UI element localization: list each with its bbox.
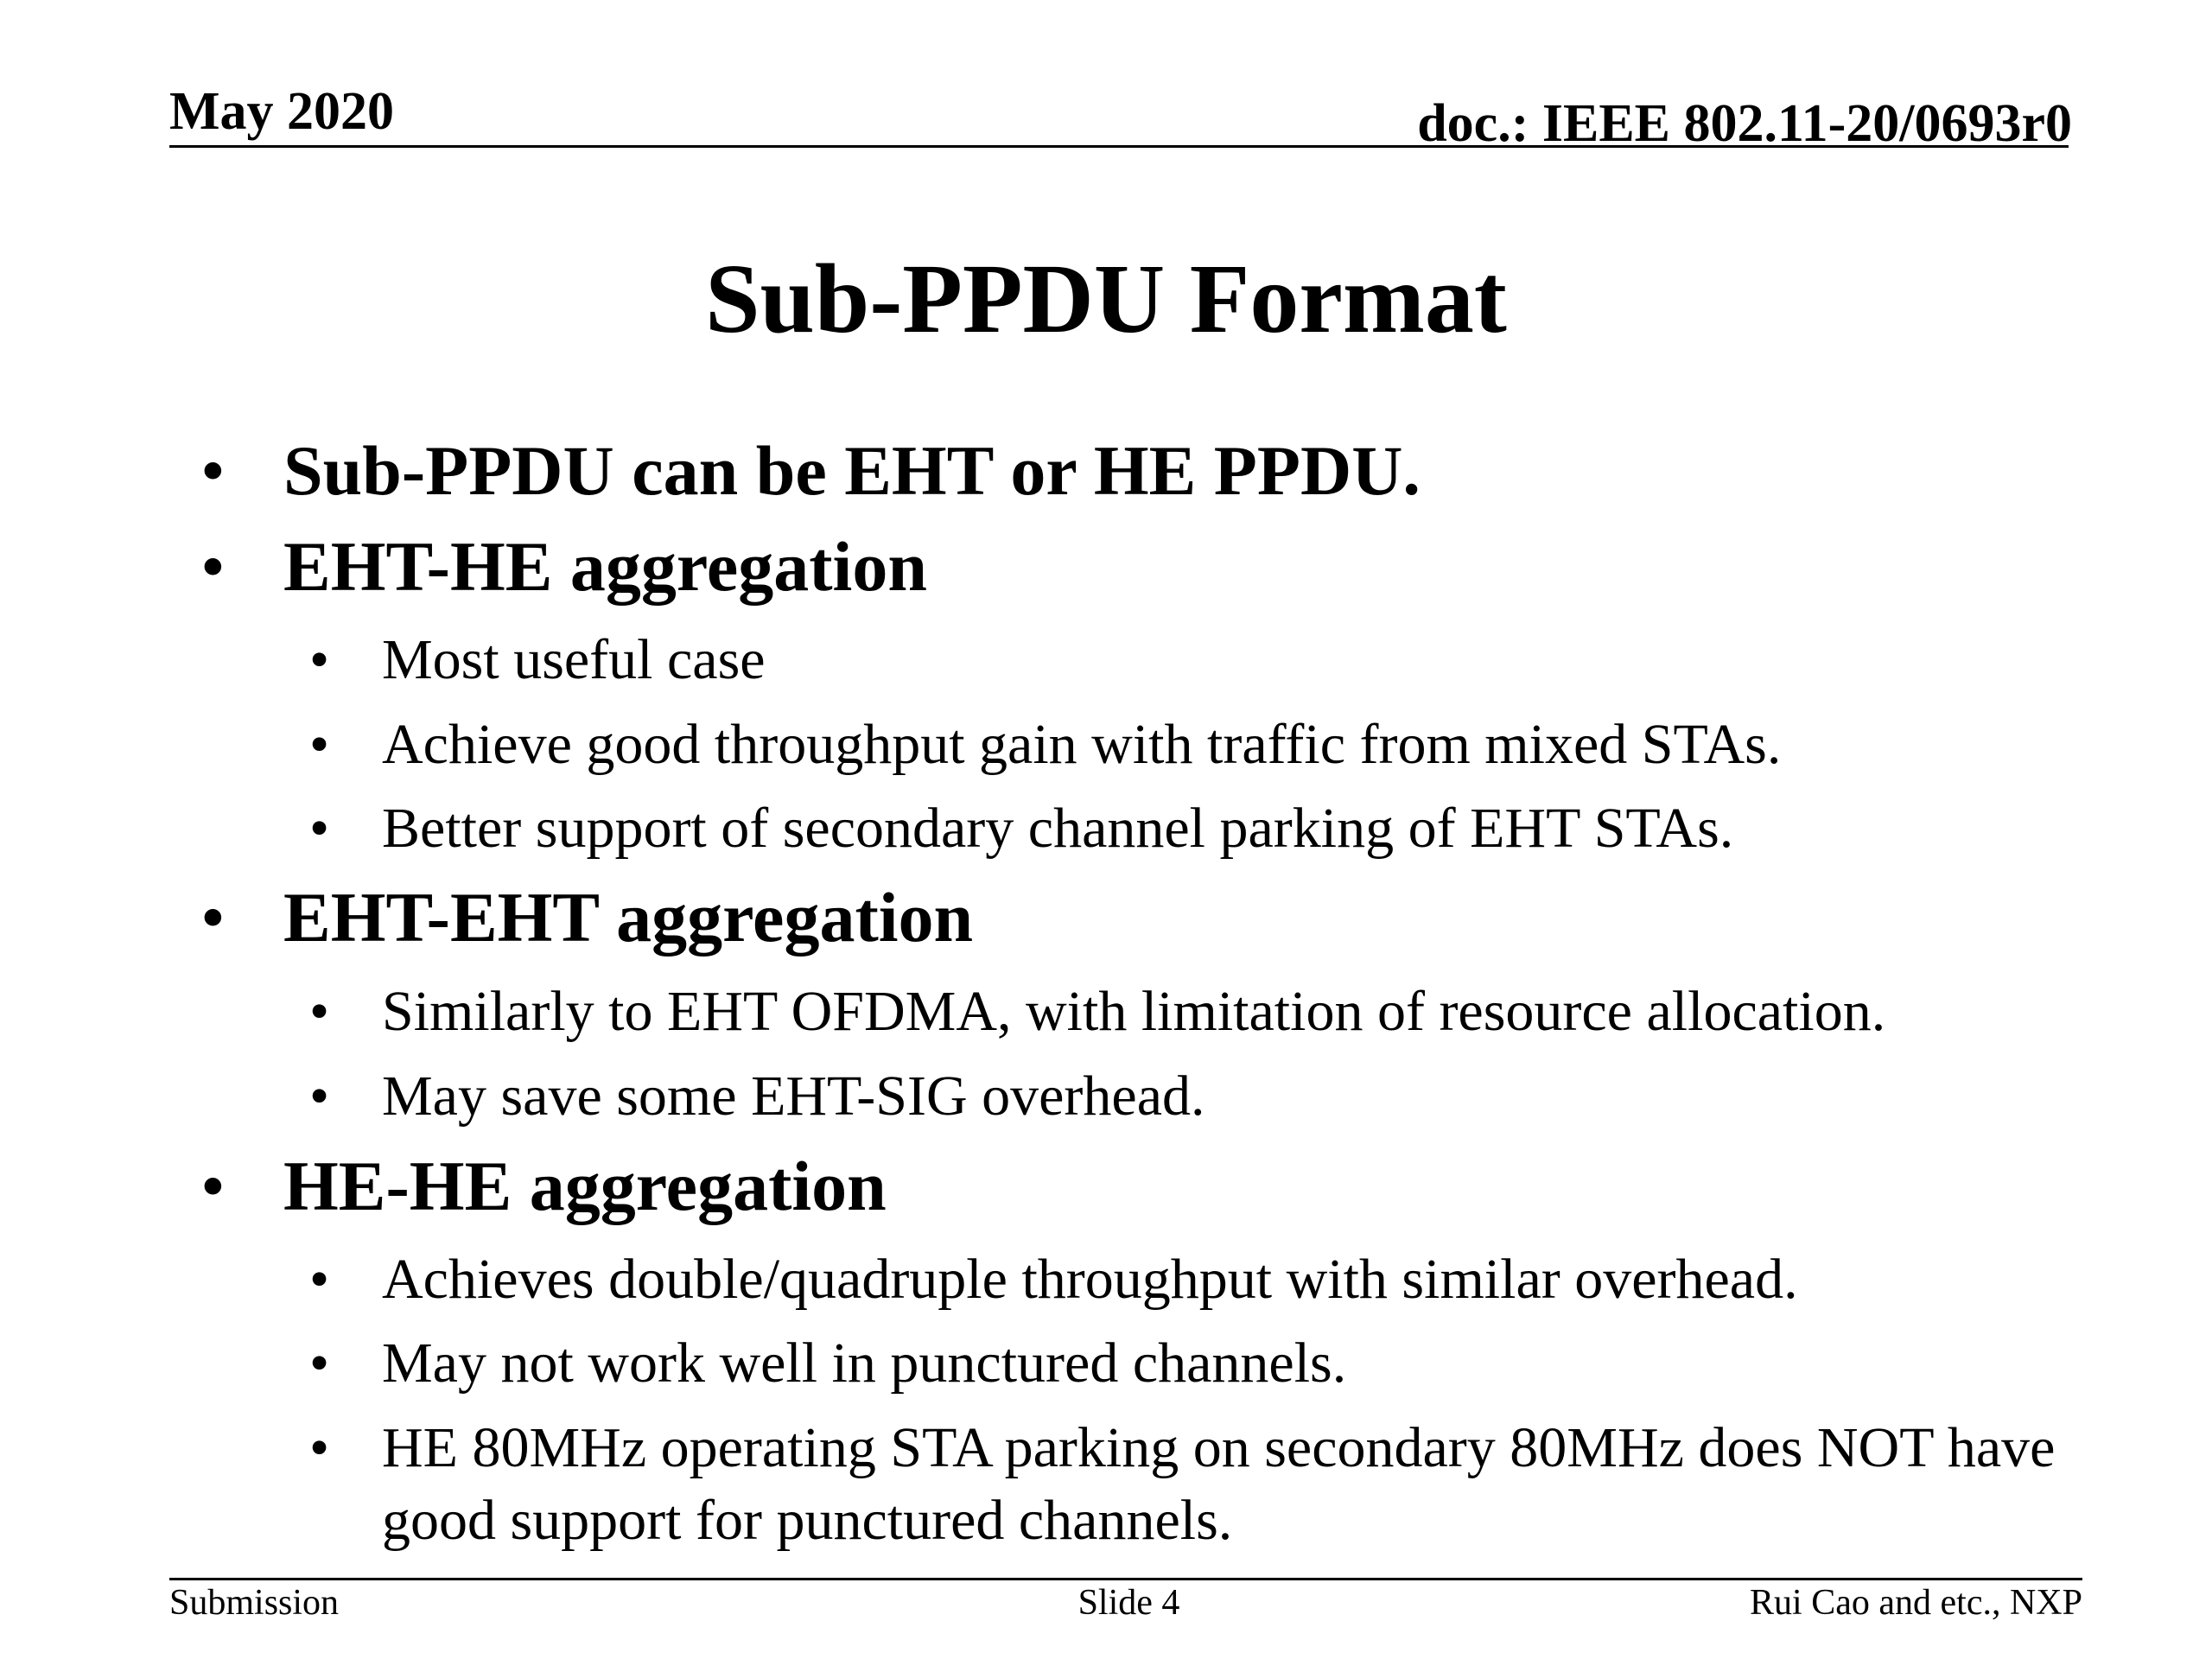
footer-divider <box>169 1578 2082 1580</box>
bullet-text: Achieve good throughput gain with traffic from mixed STAs. <box>382 713 1782 776</box>
sub-bullet-item <box>309 713 1782 776</box>
bullet-dot-icon: • <box>309 1416 330 1479</box>
sub-bullet-item <box>309 1332 1347 1395</box>
sub-bullet-item <box>309 1065 1205 1128</box>
bullet-text: Better support of secondary channel parking of EHT STAs. <box>382 797 1734 860</box>
bullet-dot-icon: • <box>309 1065 330 1128</box>
sub-bullet-item <box>309 1248 1798 1311</box>
bullet-dot-icon: • <box>200 527 226 606</box>
bullet-text: Sub-PPDU can be EHT or HE PPDU. <box>283 431 1421 510</box>
bullet-text: Most useful case <box>382 628 766 691</box>
bullet-text: May not work well in punctured channels. <box>382 1332 1347 1395</box>
slide-title: Sub-PPDU Format <box>705 244 1507 353</box>
bullet-dot-icon: • <box>200 431 226 510</box>
bullet-dot-icon: • <box>309 628 330 691</box>
bullet-item <box>200 1147 887 1225</box>
header-date: May 2020 <box>169 82 395 141</box>
bullet-text: EHT-HE aggregation <box>283 527 927 606</box>
sub-bullet-item <box>309 980 1886 1043</box>
bullet-item <box>200 878 974 957</box>
bullet-dot-icon: • <box>309 1248 330 1311</box>
header-doc-id: doc.: IEEE 802.11-20/0693r0 <box>1417 94 2072 153</box>
sub-bullet-item <box>309 628 766 691</box>
bullet-text: HE-HE aggregation <box>283 1147 887 1225</box>
footer-slide-number: Slide 4 <box>1077 1583 1180 1623</box>
bullet-dot-icon: • <box>309 980 330 1043</box>
bullet-dot-icon: • <box>309 713 330 776</box>
bullet-text: Achieves double/quadruple throughput with similar overhead. <box>382 1248 1798 1311</box>
bullet-text: Similarly to EHT OFDMA, with limitation of resource allocation. <box>382 980 1886 1043</box>
bullet-item <box>200 527 927 606</box>
footer-submission: Submission <box>169 1583 340 1623</box>
bullet-text: HE 80MHz operating STA parking on secondary 80MHz does NOT have good support for punctured channels. <box>382 1416 2056 1552</box>
bullet-dot-icon: • <box>200 1147 226 1225</box>
sub-bullet-item <box>309 797 1734 860</box>
bullet-item <box>200 431 1421 510</box>
footer-author: Rui Cao and etc., NXP <box>1750 1583 2082 1623</box>
bullet-text: May save some EHT-SIG overhead. <box>382 1065 1205 1128</box>
bullet-dot-icon: • <box>309 1332 330 1395</box>
bullet-dot-icon: • <box>309 797 330 860</box>
bullet-dot-icon: • <box>200 878 226 957</box>
bullet-text: EHT-EHT aggregation <box>283 878 974 957</box>
sub-bullet-item <box>309 1412 2110 1557</box>
